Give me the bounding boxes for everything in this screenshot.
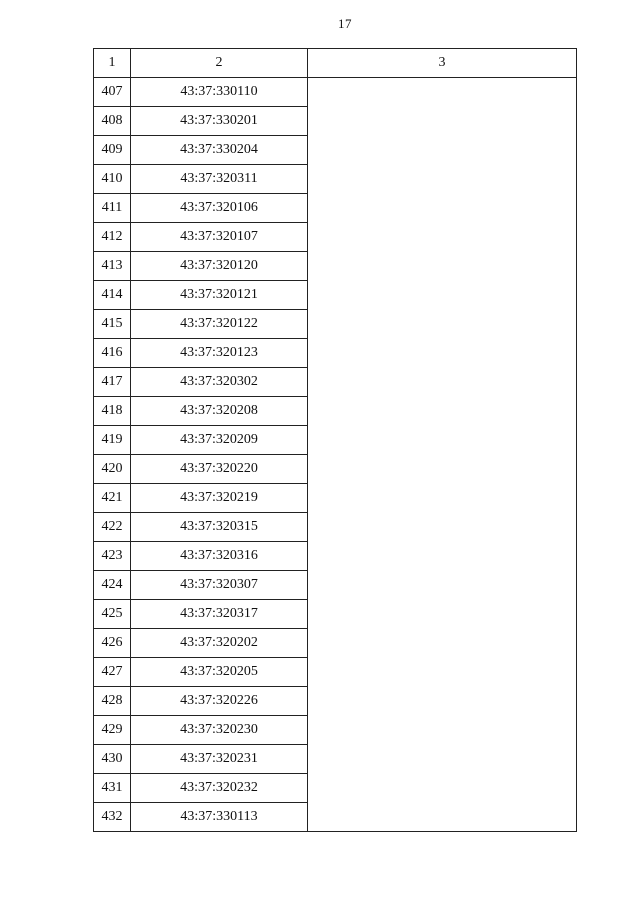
cadastral-code-cell: 43:37:330110: [131, 78, 308, 107]
row-number-cell: 427: [94, 658, 131, 687]
cadastral-code-cell: 43:37:320315: [131, 513, 308, 542]
row-number-cell: 415: [94, 310, 131, 339]
column-header-2: 2: [131, 49, 308, 78]
cadastral-code-cell: 43:37:320230: [131, 716, 308, 745]
cadastral-code-cell: 43:37:320316: [131, 542, 308, 571]
row-number-cell: 409: [94, 136, 131, 165]
row-number-cell: 421: [94, 484, 131, 513]
row-number-cell: 422: [94, 513, 131, 542]
row-number-cell: 432: [94, 803, 131, 832]
cadastral-code-cell: 43:37:330201: [131, 107, 308, 136]
row-number-cell: 412: [94, 223, 131, 252]
cadastral-code-cell: 43:37:330204: [131, 136, 308, 165]
row-number-cell: 424: [94, 571, 131, 600]
cadastral-code-cell: 43:37:320302: [131, 368, 308, 397]
row-number-cell: 410: [94, 165, 131, 194]
cadastral-code-cell: 43:37:320121: [131, 281, 308, 310]
cadastral-code-cell: 43:37:320106: [131, 194, 308, 223]
cadastral-code-cell: 43:37:320122: [131, 310, 308, 339]
cadastral-code-cell: 43:37:320307: [131, 571, 308, 600]
cadastral-code-cell: 43:37:320202: [131, 629, 308, 658]
row-number-cell: 418: [94, 397, 131, 426]
cadastral-code-cell: 43:37:320123: [131, 339, 308, 368]
cadastral-code-cell: 43:37:320226: [131, 687, 308, 716]
cadastral-code-cell: 43:37:320220: [131, 455, 308, 484]
row-number-cell: 414: [94, 281, 131, 310]
row-number-cell: 419: [94, 426, 131, 455]
column-header-3: 3: [308, 49, 577, 78]
cadastral-code-cell: 43:37:320317: [131, 600, 308, 629]
column-3-merged-cell: [308, 78, 577, 832]
table-body: [94, 78, 577, 832]
row-number-cell: 408: [94, 107, 131, 136]
row-number-cell: 420: [94, 455, 131, 484]
cadastral-code-cell: 43:37:330113: [131, 803, 308, 832]
row-number-cell: 430: [94, 745, 131, 774]
cadastral-code-cell: 43:37:320205: [131, 658, 308, 687]
row-number-cell: 407: [94, 78, 131, 107]
row-number-cell: 423: [94, 542, 131, 571]
column-header-1: 1: [94, 49, 131, 78]
table-header-row: [94, 49, 577, 78]
row-number-cell: 413: [94, 252, 131, 281]
cadastral-code-cell: 43:37:320231: [131, 745, 308, 774]
row-number-cell: 417: [94, 368, 131, 397]
cadastral-code-cell: 43:37:320208: [131, 397, 308, 426]
row-number-cell: 425: [94, 600, 131, 629]
row-number-cell: 426: [94, 629, 131, 658]
cadastral-code-cell: 43:37:320232: [131, 774, 308, 803]
row-number-cell: 428: [94, 687, 131, 716]
cadastral-code-cell: 43:37:320219: [131, 484, 308, 513]
cadastral-code-cell: 43:37:320120: [131, 252, 308, 281]
cadastral-code-cell: 43:37:320107: [131, 223, 308, 252]
cadastral-code-cell: 43:37:320209: [131, 426, 308, 455]
table-row: [94, 78, 577, 107]
row-number-cell: 411: [94, 194, 131, 223]
row-number-cell: 431: [94, 774, 131, 803]
row-number-cell: 416: [94, 339, 131, 368]
registry-table: [93, 48, 577, 832]
row-number-cell: 429: [94, 716, 131, 745]
cadastral-code-cell: 43:37:320311: [131, 165, 308, 194]
page-number: 17: [338, 16, 352, 31]
